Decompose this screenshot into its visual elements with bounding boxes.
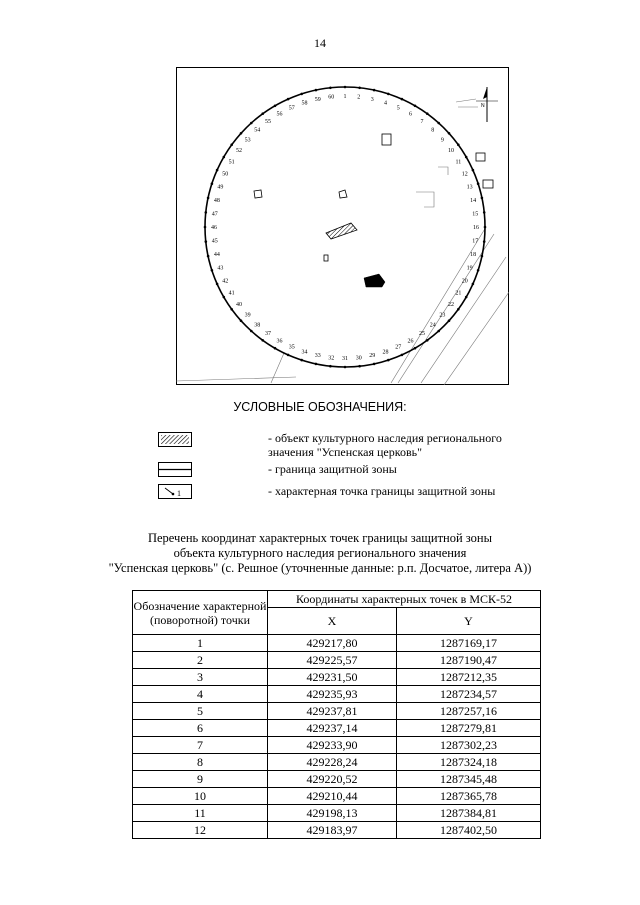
boundary-point-label: 50 — [222, 171, 229, 178]
boundary-point-label: 18 — [470, 252, 477, 259]
boundary-point-label: 10 — [448, 148, 454, 154]
boundary-point-marker — [437, 330, 440, 333]
boundary-point-marker — [344, 86, 347, 89]
boundary-point-label: 59 — [314, 96, 321, 103]
boundary-point-marker — [401, 354, 404, 357]
church-building — [364, 274, 385, 287]
boundary-point-label: 21 — [455, 290, 462, 297]
boundary-point-label: 45 — [211, 238, 218, 245]
boundary-point-label: 25 — [419, 331, 425, 337]
boundary-point-marker — [205, 211, 208, 214]
boundary-point-label: 17 — [472, 238, 479, 245]
y-coordinate-cell: 1287257,16 — [397, 703, 541, 720]
boundary-point-marker — [472, 169, 475, 172]
x-coordinate-cell: 429228,24 — [268, 754, 397, 771]
legend-text-heritage-object: - объект культурного наследия регионального значения "Успенская церковь" — [268, 431, 502, 459]
table-row — [133, 737, 541, 754]
boundary-point-marker — [344, 366, 347, 369]
x-coordinate-cell: 429217,80 — [268, 635, 397, 652]
coordinates-table — [132, 590, 541, 839]
boundary-point-marker — [211, 269, 214, 272]
boundary-point-marker — [483, 240, 486, 243]
boundary-point-marker — [373, 363, 376, 366]
point-number-cell: 10 — [133, 788, 268, 805]
x-coordinate-cell: 429210,44 — [268, 788, 397, 805]
boundary-point-marker — [448, 319, 451, 322]
legend-hatch-symbol — [158, 432, 192, 447]
boundary-point-marker — [329, 87, 332, 90]
boundary-point-marker — [250, 122, 253, 125]
table-row — [133, 805, 541, 822]
boundary-point-label: 44 — [213, 252, 220, 259]
header-y: Y — [397, 608, 541, 635]
boundary-point-marker — [457, 143, 460, 146]
table-row — [133, 754, 541, 771]
boundary-point-marker — [261, 112, 264, 115]
boundary-point-marker — [240, 132, 243, 135]
legend-item-zone-boundary — [158, 462, 538, 478]
boundary-point-marker — [401, 98, 404, 101]
boundary-point-marker — [481, 197, 484, 200]
x-coordinate-cell: 429237,81 — [268, 703, 397, 720]
boundary-point-marker — [230, 143, 233, 146]
boundary-point-label: 42 — [222, 278, 229, 285]
boundary-point-label: 3 — [370, 96, 374, 103]
boundary-point-marker — [448, 132, 451, 135]
boundary-point-label: 39 — [244, 312, 251, 319]
boundary-point-marker — [358, 365, 361, 368]
boundary-point-marker — [465, 156, 468, 159]
point-number-cell: 2 — [133, 652, 268, 669]
point-number-cell: 12 — [133, 822, 268, 839]
boundary-point-label: 53 — [244, 137, 251, 144]
table-row — [133, 686, 541, 703]
boundary-point-label: 23 — [439, 312, 446, 319]
boundary-point-marker — [457, 308, 460, 311]
boundary-point-label: 51 — [228, 159, 235, 166]
boundary-point-marker — [426, 339, 429, 342]
boundary-point-label: 55 — [265, 119, 271, 125]
boundary-point-label: 6 — [409, 111, 412, 118]
y-coordinate-cell: 1287190,47 — [397, 652, 541, 669]
boundary-point-label: 60 — [328, 94, 335, 101]
table-row — [133, 635, 541, 652]
boundary-point-label: 47 — [211, 211, 218, 218]
coordinates-table-body — [133, 635, 541, 839]
y-coordinate-cell: 1287302,23 — [397, 737, 541, 754]
boundary-point-label: 30 — [355, 355, 362, 362]
legend-title: УСЛОВНЫЕ ОБОЗНАЧЕНИЯ: — [233, 400, 407, 414]
boundary-point-marker — [207, 197, 210, 200]
building-outlines — [254, 134, 493, 261]
boundary-point-label: 46 — [211, 225, 217, 231]
boundary-point-marker — [414, 105, 417, 108]
boundary-point-marker — [477, 269, 480, 272]
x-coordinate-cell: 429198,13 — [268, 805, 397, 822]
point-number-cell: 1 — [133, 635, 268, 652]
boundary-point-label: 52 — [236, 148, 242, 154]
point-number-cell: 8 — [133, 754, 268, 771]
legend-point-symbol — [158, 484, 192, 499]
boundary-point-label: 58 — [301, 100, 308, 107]
y-coordinate-cell: 1287234,57 — [397, 686, 541, 703]
legend-boundary-symbol — [158, 462, 192, 477]
caption-line-2: объекта культурного наследия регионального значения — [173, 546, 467, 560]
boundary-point-label: 24 — [429, 322, 436, 329]
boundary-point-label: 54 — [254, 127, 261, 134]
y-coordinate-cell: 1287384,81 — [397, 805, 541, 822]
boundary-point-marker — [358, 87, 361, 90]
boundary-point-marker — [414, 347, 417, 350]
boundary-point-marker — [223, 156, 226, 159]
table-row — [133, 822, 541, 839]
boundary-point-label: 48 — [213, 197, 220, 204]
legend-item-heritage-object — [158, 431, 538, 461]
boundary-point-marker — [472, 283, 475, 286]
boundary-point-label: 33 — [314, 353, 321, 360]
y-coordinate-cell: 1287324,18 — [397, 754, 541, 771]
x-coordinate-cell: 429235,93 — [268, 686, 397, 703]
boundary-point-marker — [223, 296, 226, 299]
boundary-point-label: 32 — [328, 355, 335, 362]
point-number-cell: 3 — [133, 669, 268, 686]
y-coordinate-cell: 1287212,35 — [397, 669, 541, 686]
y-coordinate-cell: 1287345,48 — [397, 771, 541, 788]
boundary-point-marker — [240, 319, 243, 322]
boundary-point-marker — [484, 226, 487, 229]
x-coordinate-cell: 429237,14 — [268, 720, 397, 737]
boundary-point-label: 5 — [396, 105, 400, 112]
boundary-point-label: 26 — [407, 338, 414, 345]
boundary-point-label: 49 — [217, 184, 224, 191]
boundary-point-label: 13 — [466, 184, 473, 191]
boundary-point-marker — [287, 354, 290, 357]
boundary-point-marker — [216, 169, 219, 172]
boundary-point-marker — [205, 240, 208, 243]
x-coordinate-cell: 429231,50 — [268, 669, 397, 686]
boundary-point-label: 4 — [384, 100, 387, 107]
y-coordinate-cell: 1287279,81 — [397, 720, 541, 737]
boundary-point-label: 41 — [228, 290, 235, 297]
caption-line-1: Перечень координат характерных точек границы защитной зоны — [147, 531, 493, 545]
x-coordinate-cell: 429220,52 — [268, 771, 397, 788]
boundary-point-label: 40 — [236, 302, 242, 308]
header-x: X — [268, 608, 397, 635]
table-row — [133, 669, 541, 686]
point-number-cell: 6 — [133, 720, 268, 737]
boundary-point-label: 7 — [420, 119, 424, 125]
boundary-point-marker — [437, 122, 440, 125]
point-number-cell: 4 — [133, 686, 268, 703]
x-coordinate-cell: 429225,57 — [268, 652, 397, 669]
y-coordinate-cell: 1287365,78 — [397, 788, 541, 805]
legend-item-boundary-point — [158, 484, 538, 500]
y-coordinate-cell: 1287169,17 — [397, 635, 541, 652]
boundary-point-label: 29 — [369, 353, 376, 360]
table-caption — [0, 531, 640, 576]
boundary-point-label: 16 — [473, 225, 479, 231]
boundary-point-label: 27 — [395, 344, 402, 351]
boundary-point-marker — [300, 93, 303, 96]
boundary-point-label: 14 — [470, 197, 477, 204]
legend-point-label: 1 — [177, 489, 181, 498]
boundary-point-marker — [274, 347, 277, 350]
point-number-cell: 7 — [133, 737, 268, 754]
boundary-point-label: 9 — [440, 137, 444, 144]
point-number-cell: 5 — [133, 703, 268, 720]
caption-line-3: "Успенская церковь" (с. Решное (уточненные данные: р.п. Досчатое, литера А)) — [108, 561, 532, 575]
table-row — [133, 652, 541, 669]
boundary-point-label: 28 — [382, 349, 389, 356]
boundary-point-marker — [387, 359, 390, 362]
boundary-point-label: 56 — [276, 111, 283, 118]
boundary-point-label: 36 — [276, 338, 283, 345]
boundary-point-label: 38 — [254, 322, 261, 329]
table-row — [133, 720, 541, 737]
x-coordinate-cell: 429233,90 — [268, 737, 397, 754]
boundary-point-label: 43 — [217, 265, 224, 272]
boundary-point-label: 11 — [455, 159, 462, 166]
north-arrow-label: N — [481, 103, 485, 109]
boundary-point-marker — [373, 89, 376, 92]
boundary-point-marker — [315, 89, 318, 92]
boundary-point-label: 12 — [461, 171, 468, 178]
boundary-point-label: 20 — [461, 278, 468, 285]
legend-text-boundary-point: - характерная точка границы защитной зоны — [268, 484, 496, 498]
boundary-point-label: 34 — [301, 349, 308, 356]
table-row — [133, 703, 541, 720]
boundary-point-label: 15 — [472, 211, 479, 218]
boundary-point-marker — [207, 255, 210, 258]
table-row — [133, 771, 541, 788]
x-coordinate-cell: 429183,97 — [268, 822, 397, 839]
site-plan-map — [176, 67, 509, 385]
boundary-point-marker — [287, 98, 290, 101]
boundary-point-label: 37 — [265, 331, 271, 337]
boundary-point-label: 31 — [342, 356, 348, 362]
boundary-point-label: 1 — [343, 94, 347, 100]
boundary-point-marker — [300, 359, 303, 362]
boundary-point-marker — [230, 308, 233, 311]
page-number: 14 — [314, 36, 326, 50]
boundary-point-marker — [329, 365, 332, 368]
boundary-point-marker — [426, 112, 429, 115]
boundary-point-label: 22 — [448, 302, 454, 308]
boundary-point-marker — [481, 255, 484, 258]
table-row — [133, 788, 541, 805]
boundary-point-label: 35 — [288, 344, 295, 351]
point-number-cell: 11 — [133, 805, 268, 822]
boundary-point-label: 8 — [431, 127, 435, 134]
boundary-point-label: 19 — [466, 265, 473, 272]
north-arrow-icon — [476, 87, 498, 122]
boundary-point-marker — [211, 182, 214, 185]
boundary-point-marker — [483, 211, 486, 214]
boundary-point-marker — [250, 330, 253, 333]
header-coordinates: Координаты характерных точек в МСК-52 — [268, 591, 541, 608]
point-number-cell: 9 — [133, 771, 268, 788]
y-coordinate-cell: 1287402,50 — [397, 822, 541, 839]
heritage-object-hatched — [326, 223, 357, 239]
boundary-point-marker — [216, 283, 219, 286]
boundary-point-marker — [465, 296, 468, 299]
header-point-designation: Обозначение характерной (поворотной) точки — [133, 591, 268, 635]
boundary-point-marker — [204, 226, 207, 229]
boundary-point-marker — [387, 93, 390, 96]
boundary-point-marker — [315, 363, 318, 366]
boundary-point-label: 57 — [288, 105, 295, 112]
boundary-point-marker — [477, 182, 480, 185]
boundary-point-label: 2 — [357, 94, 361, 101]
legend-text-zone-boundary: - граница защитной зоны — [268, 462, 397, 476]
boundary-point-marker — [274, 105, 277, 108]
boundary-point-marker — [261, 339, 264, 342]
